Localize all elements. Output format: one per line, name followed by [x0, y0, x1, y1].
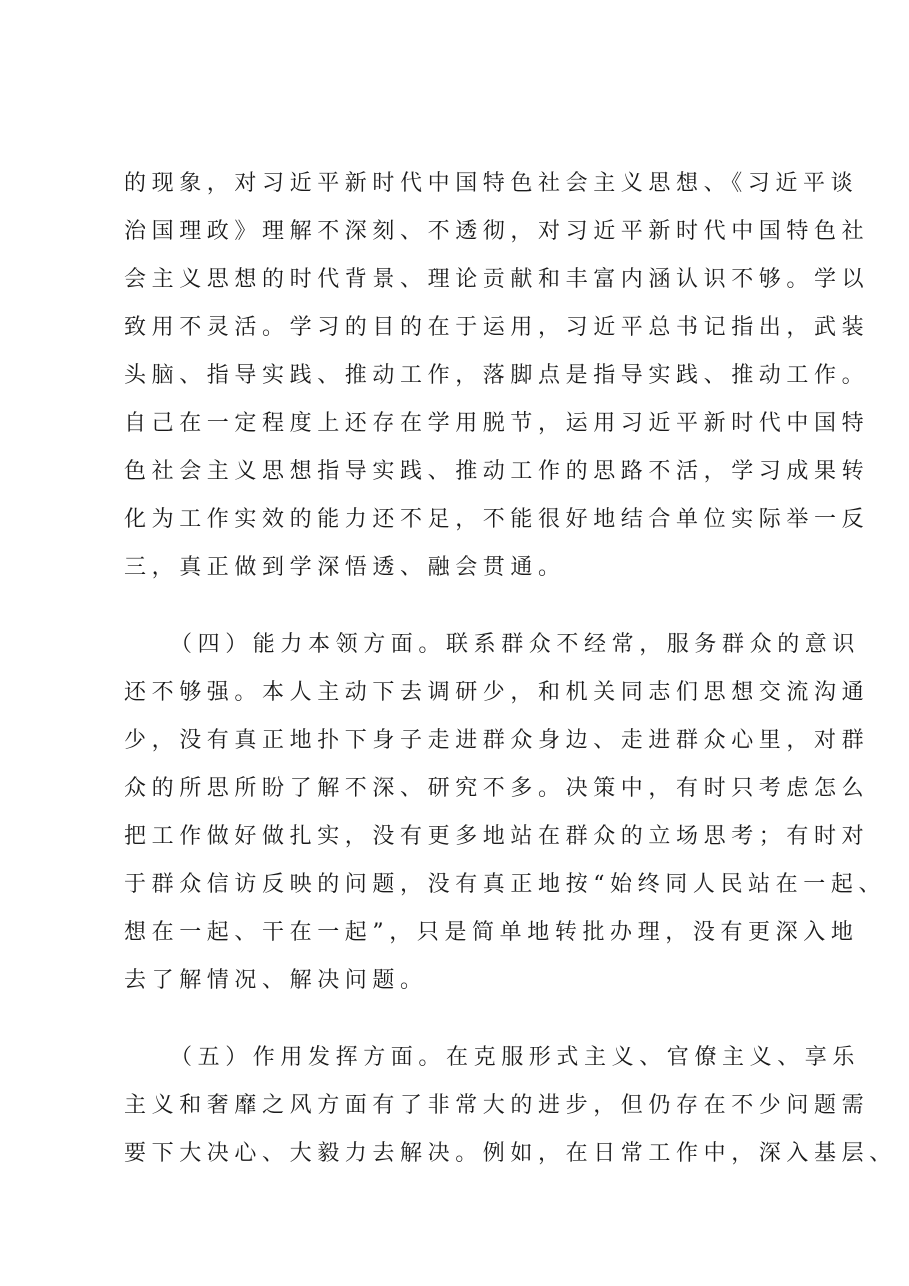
- text-line: 把工作做好做扎实，没有更多地站在群众的立场思考；有时对: [124, 824, 870, 849]
- text-line: 要下大决心、大毅力去解决。例如，在日常工作中，深入基层、: [124, 1141, 897, 1166]
- text-line: 化为工作实效的能力还不足，不能很好地结合单位实际举一反: [124, 507, 870, 532]
- text-line: 致用不灵活。学习的目的在于运用，习近平总书记指出，武装: [124, 315, 870, 340]
- text-line: 少，没有真正地扑下身子走进群众身边、走进群众心里，对群: [124, 728, 870, 753]
- text-line: 头脑、指导实践、推动工作，落脚点是指导实践、推动工作。: [124, 363, 870, 388]
- text-line: 去了解情况、解决问题。: [124, 968, 428, 993]
- text-line: 的现象，对习近平新时代中国特色社会主义思想、《习近平谈: [124, 171, 859, 196]
- text-line: 治国理政》理解不深刻、不透彻，对习近平新时代中国特色社: [124, 219, 870, 244]
- text-line: 会主义思想的时代背景、理论贡献和丰富内涵认识不够。学以: [124, 267, 870, 292]
- text-line: 色社会主义思想指导实践、推动工作的思路不活，学习成果转: [124, 459, 870, 484]
- section-heading-line: （四）能力本领方面。联系群众不经常，服务群众的意识: [170, 632, 861, 657]
- text-line: 于群众信访反映的问题，没有真正地按“始终同人民站在一起、: [124, 872, 887, 897]
- text-line: 自己在一定程度上还存在学用脱节，运用习近平新时代中国特: [124, 411, 870, 436]
- text-line: 还不够强。本人主动下去调研少，和机关同志们思想交流沟通: [124, 680, 870, 705]
- text-line: 三，真正做到学深悟透、融会贯通。: [124, 555, 566, 580]
- text-line: 主义和奢靡之风方面有了非常大的进步，但仍存在不少问题需: [124, 1093, 870, 1118]
- text-line: 众的所思所盼了解不深、研究不多。决策中，有时只考虑怎么: [124, 776, 870, 801]
- section-heading-line: （五）作用发挥方面。在克服形式主义、官僚主义、享乐: [170, 1045, 861, 1070]
- text-line: 想在一起、干在一起”，只是简单地转批办理，没有更深入地: [124, 920, 859, 945]
